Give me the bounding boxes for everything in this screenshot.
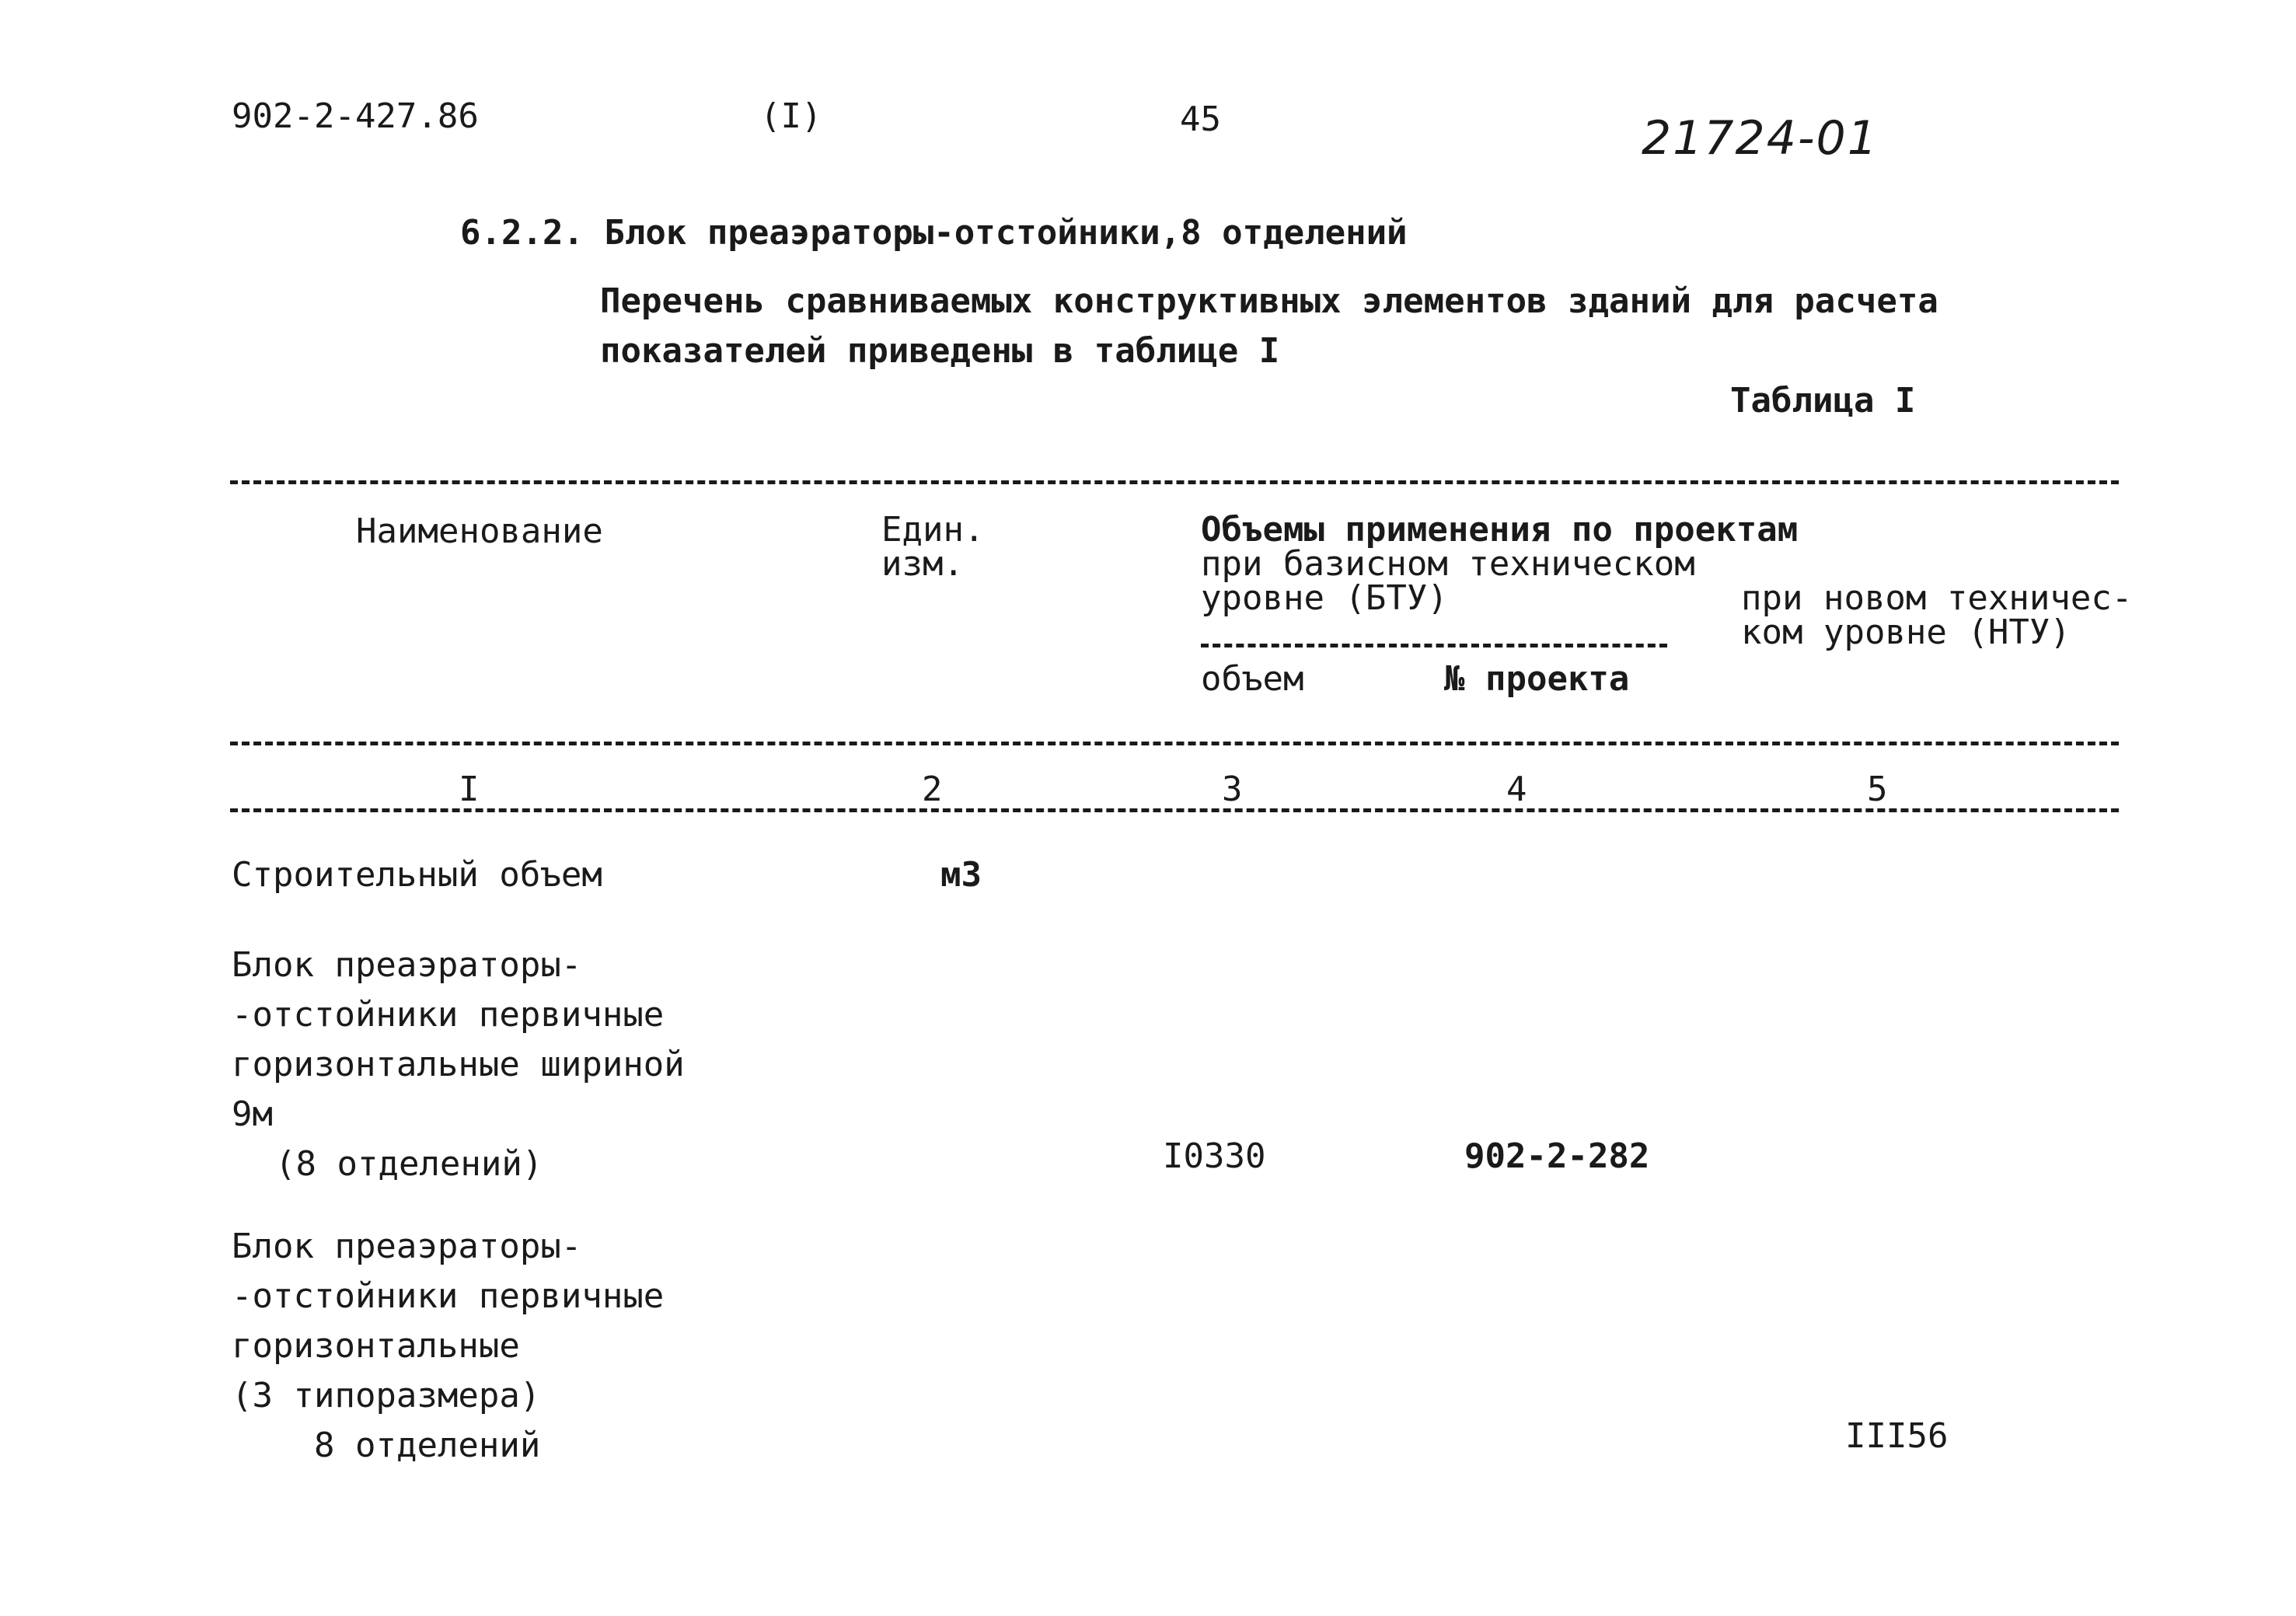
header-project-number: № проекта <box>1444 659 1630 699</box>
row-project-number: 902-2-282 <box>1464 1136 1650 1176</box>
header-unit <box>881 510 985 584</box>
row-nty-volume: III56 <box>1845 1416 1949 1456</box>
header-name: Наименование <box>356 511 603 551</box>
header-bty-line-3: уровне (БТУ) <box>1201 578 1448 618</box>
row-name: Строительный объем <box>232 855 602 895</box>
row-name-line: Блок преаэраторы- <box>232 1227 582 1266</box>
column-number-5: 5 <box>1867 770 1888 809</box>
row-unit: м3 <box>940 855 982 895</box>
row-name-line: (8 отделений) <box>275 1144 543 1184</box>
part-number: (I) <box>760 96 822 136</box>
header-bottom-rule <box>230 742 2119 745</box>
column-number-4: 4 <box>1506 770 1527 809</box>
row-name-line: 8 отделений <box>314 1426 541 1465</box>
row-volume: I0330 <box>1163 1136 1266 1176</box>
row-name-line: Блок преаэраторы- <box>232 945 582 985</box>
header-bty-line-1: Объемы применения по проектам <box>1201 510 1799 550</box>
column-number-2: 2 <box>922 770 943 809</box>
row-name-line: 9м <box>232 1094 273 1134</box>
row-name <box>232 941 685 1189</box>
column-number-3: 3 <box>1222 770 1243 809</box>
document-code: 902-2-427.86 <box>232 96 479 136</box>
row-name-line: (3 типоразмера) <box>232 1376 541 1415</box>
table-caption: Таблица I <box>1730 381 1916 421</box>
column-numbers-rule <box>230 808 2119 812</box>
row-name <box>232 1222 664 1471</box>
header-sub-rule <box>1201 644 1667 647</box>
row-name-line: -отстойники первичные <box>232 995 665 1035</box>
page-number: 45 <box>1180 99 1221 139</box>
header-volume: объем <box>1201 659 1304 699</box>
header-bty-line-2: при базисном техническом <box>1201 544 1695 584</box>
header-nty-line-1: при новом техничес- <box>1741 578 2133 618</box>
section-heading: 6.2.2. Блок преаэраторы-отстойники,8 отделений <box>460 213 1408 253</box>
intro-line-1: Перечень сравниваемых конструктивных элементов зданий для расчета <box>600 281 1938 321</box>
handwritten-number: 21724-01 <box>1642 111 1879 166</box>
header-nty <box>1741 578 2133 652</box>
header-unit-line-2: изм. <box>881 544 964 584</box>
row-name-line: горизонтальные <box>232 1326 520 1366</box>
intro-line-2: показателей приведены в таблице I <box>600 331 1280 371</box>
column-number-1: I <box>459 770 480 809</box>
table-top-rule <box>230 480 2119 484</box>
header-unit-line-1: Един. <box>881 510 985 550</box>
row-name-line: горизонтальные шириной <box>232 1045 685 1084</box>
header-nty-line-2: ком уровне (НТУ) <box>1741 613 2071 652</box>
header-bty <box>1201 510 1799 618</box>
row-name-line: -отстойники первичные <box>232 1276 665 1316</box>
